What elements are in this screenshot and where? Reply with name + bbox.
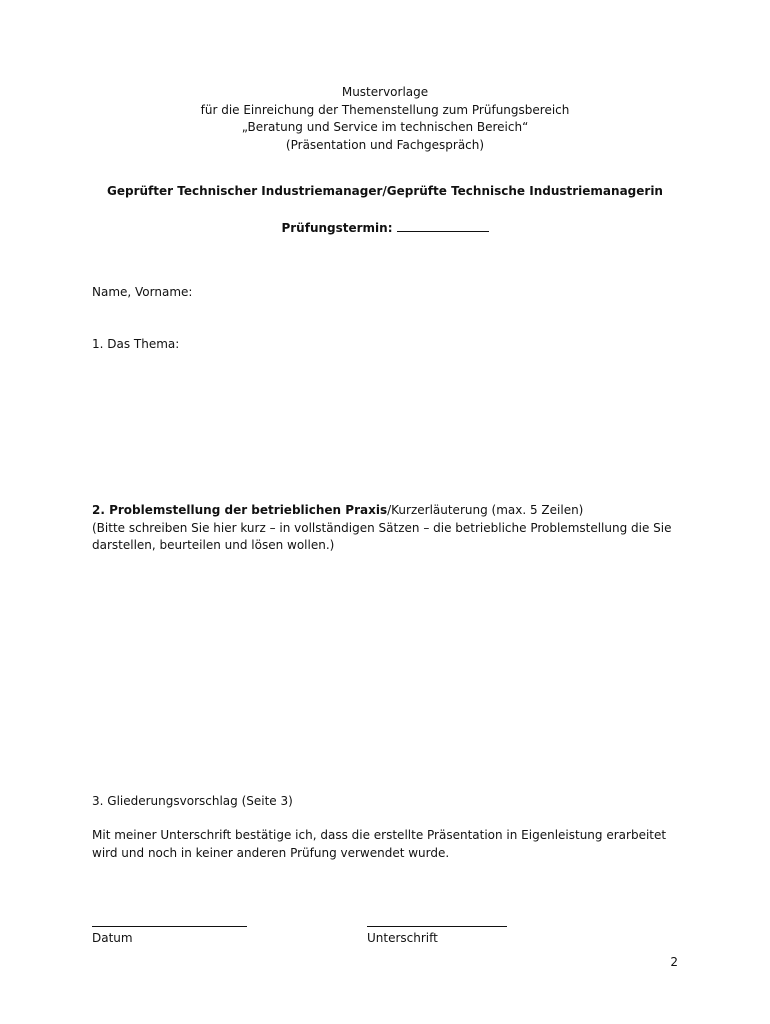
problem-instruction-line-2: darstellen, beurteilen und lösen wollen.) bbox=[92, 538, 335, 552]
signature-label: Unterschrift bbox=[367, 931, 438, 945]
topic-label: 1. Das Thema: bbox=[92, 337, 180, 351]
header-exam-area: „Beratung und Service im technischen Bereich“ bbox=[241, 120, 529, 134]
document-header bbox=[0, 84, 770, 154]
name-label: Name, Vorname: bbox=[92, 285, 193, 299]
signature-line bbox=[367, 926, 507, 927]
problem-section bbox=[92, 502, 692, 555]
problem-heading-bold: 2. Problemstellung der betrieblichen Praxis bbox=[92, 503, 388, 517]
date-label: Datum bbox=[92, 931, 133, 945]
declaration-section bbox=[92, 827, 692, 862]
exam-date-row bbox=[0, 221, 770, 235]
header-exam-format: (Präsentation und Fachgespräch) bbox=[285, 137, 485, 152]
problem-heading bbox=[92, 502, 692, 520]
declaration-line-1: Mit meiner Unterschrift bestätige ich, dass die erstellte Präsentation in Eigenleistung erarbeitet bbox=[92, 828, 667, 842]
qualification-title: Geprüfter Technischer Industriemanager/Geprüfte Technische Industriemanagerin bbox=[107, 184, 663, 198]
header-title: Mustervorlage bbox=[341, 85, 429, 99]
problem-heading-rest: /Kurzerläuterung (max. 5 Zeilen) bbox=[387, 503, 584, 517]
page-number: 2 bbox=[670, 955, 678, 969]
exam-date-blank-line bbox=[397, 221, 489, 232]
outline-label: 3. Gliederungsvorschlag (Seite 3) bbox=[92, 794, 293, 808]
exam-date-label: Prüfungstermin: bbox=[281, 221, 393, 235]
declaration-line-2: wird und noch in keiner anderen Prüfung verwendet wurde. bbox=[92, 845, 450, 860]
problem-instruction-line-1: (Bitte schreiben Sie hier kurz – in vollständigen Sätzen – die betriebliche Problemstellung die Sie bbox=[92, 520, 672, 535]
date-signature-line bbox=[92, 926, 247, 927]
header-purpose: für die Einreichung der Themenstellung zum Prüfungsbereich bbox=[200, 102, 570, 117]
